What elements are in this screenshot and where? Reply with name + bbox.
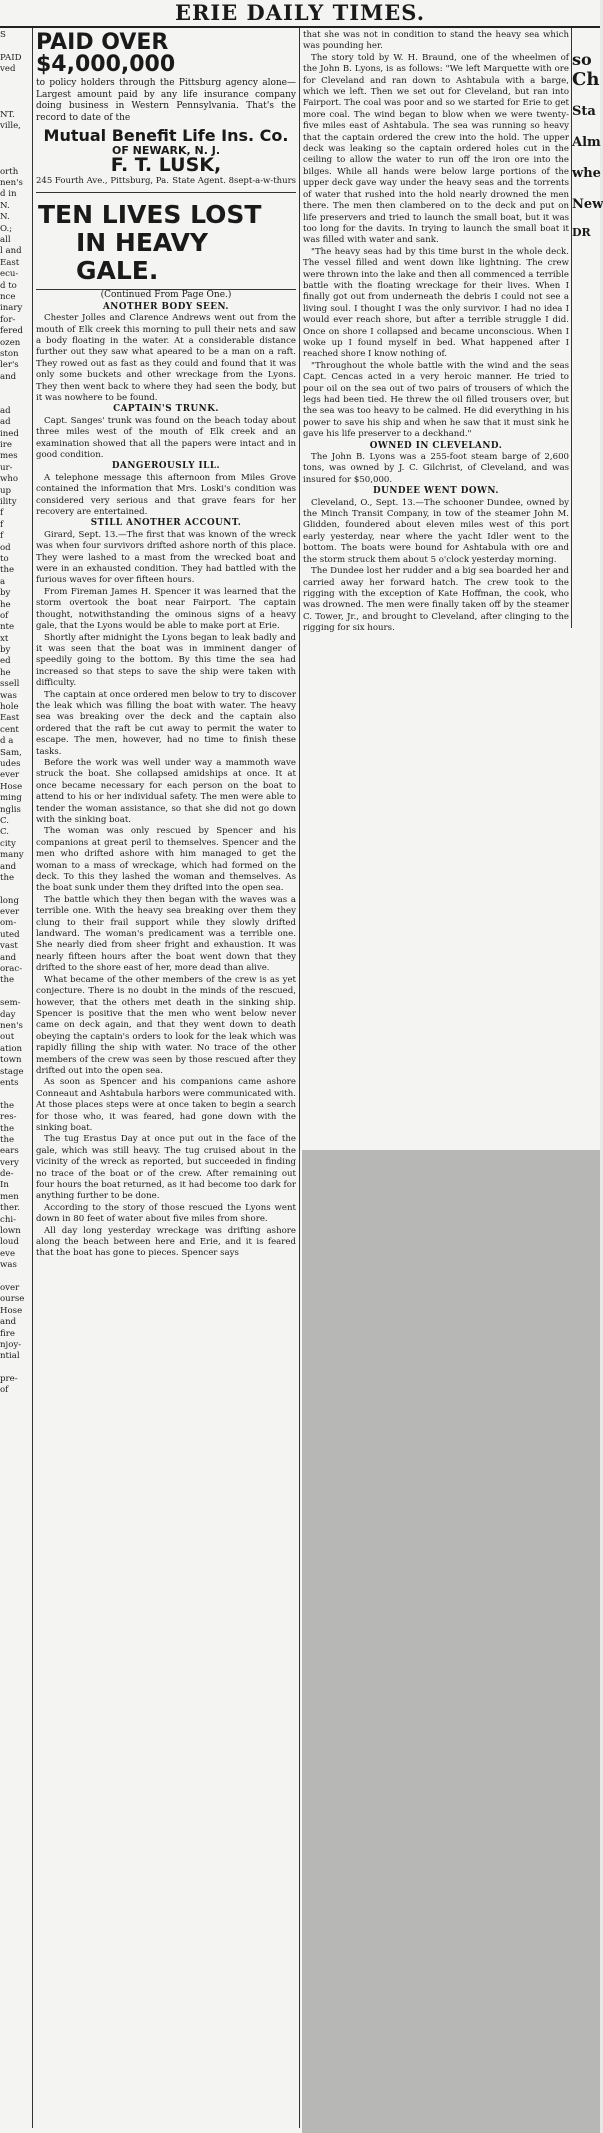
subheading: DUNDEE WENT DOWN. bbox=[373, 486, 499, 497]
fragment-line: the bbox=[0, 975, 15, 986]
fragment-line: nen's bbox=[0, 1020, 23, 1031]
fragment-line: O.; bbox=[0, 223, 13, 234]
subheading: ANOTHER BODY SEEN. bbox=[102, 301, 229, 312]
fragment-line: njoy- bbox=[0, 1339, 22, 1350]
fragment-line: hole bbox=[0, 702, 19, 713]
fragment-line: the bbox=[0, 1123, 15, 1134]
paragraph: The captain at once ordered men below to try to discover the leak which was filling the boat with water. The heavy sea was breaking over the deck and the captain also ordered that the raft be cut away to permit the water to escape. The men, however, had no time to finish these tasks. bbox=[36, 689, 296, 757]
fragment-line: so bbox=[572, 50, 592, 69]
fragment-line: very bbox=[0, 1157, 19, 1168]
fragment-line: the bbox=[0, 1100, 15, 1111]
fragment-line: all bbox=[0, 235, 11, 246]
fragment-line: N. bbox=[0, 200, 10, 211]
paragraph: A telephone message this afternoon from Miles Grove contained the information that Mrs. Loski's condition was considered very serious and that grave fears for her recovery are entertained. bbox=[36, 472, 296, 518]
ad-address: 245 Fourth Ave., Pittsburg, Pa. bbox=[36, 175, 169, 186]
fragment-line: mes bbox=[0, 451, 18, 462]
fragment-line bbox=[0, 884, 30, 895]
ad-agent-name: F. T. LUSK, bbox=[110, 154, 222, 177]
fragment-line bbox=[0, 76, 30, 87]
column-rule bbox=[32, 28, 33, 2128]
paragraph: The battle which they then began with the waves was a terrible one. With the heavy sea breaking over them they clung to their frail support while they slowly drifted landward. The woman's predicament was a terrible one. She nearly died from sheer fright and exhaustion. It was nearly fifteen hours after the boat went down that they drifted to the shore east of her, more dead than alive. bbox=[36, 894, 296, 974]
fragment-line bbox=[0, 395, 30, 406]
fragment-line: ever bbox=[0, 907, 20, 918]
fragment-line bbox=[0, 98, 30, 109]
fragment-line: nglis bbox=[0, 804, 21, 815]
fragment-line: who bbox=[0, 474, 19, 485]
fragment-line bbox=[0, 133, 30, 144]
fragment-line bbox=[0, 155, 30, 166]
fragment-line: Alm bbox=[572, 135, 601, 150]
fragment-line: ston bbox=[0, 348, 19, 359]
fragment-line: ears bbox=[0, 1146, 19, 1157]
fragment-line: PAID bbox=[0, 52, 22, 63]
fragment-line: many bbox=[0, 850, 24, 861]
fragment-line: Sta bbox=[572, 104, 596, 119]
fragment-line: of bbox=[0, 610, 9, 621]
fragment-line: and bbox=[0, 1317, 17, 1328]
fragment-line: f bbox=[0, 531, 4, 542]
fragment-line: East bbox=[0, 713, 20, 724]
fragment-line bbox=[0, 87, 30, 98]
fragment-line bbox=[0, 144, 30, 155]
fragment-line: Hose bbox=[0, 781, 23, 792]
fragment-line: uted bbox=[0, 929, 20, 940]
fragment-line: men bbox=[0, 1191, 19, 1202]
fragment-line: East bbox=[0, 257, 20, 268]
paragraph: As soon as Spencer and his companions came ashore Conneaut and Ashtabula harbors were communicated with. At those places steps were at once taken to begin a search for those who, it was feared, had gone down with the sinking boat. bbox=[36, 1077, 296, 1133]
fragment-line: ur- bbox=[0, 462, 13, 473]
fragment-line: ntial bbox=[0, 1351, 20, 1362]
fragment-line: ents bbox=[0, 1077, 19, 1088]
fragment-line: he bbox=[0, 599, 11, 610]
fragment-line: In bbox=[0, 1180, 9, 1191]
fragment-line: NT. bbox=[0, 109, 15, 120]
fragment-line: l and bbox=[0, 246, 22, 257]
fragment-line: the bbox=[0, 565, 15, 576]
continued-notice: (Continued From Page One.) bbox=[100, 290, 232, 301]
fragment-line: ler's bbox=[0, 360, 19, 371]
fragment-line: Sam, bbox=[0, 747, 22, 758]
fragment-line: d in bbox=[0, 189, 17, 200]
ad-lead-text: to policy holders through the Pittsburg agency alone— Largest amount paid by any life insurance company doing business in Western Pennsylvania. That's the record to date of the bbox=[36, 78, 296, 123]
fragment-line: DR bbox=[572, 226, 591, 239]
fragment-line: ire bbox=[0, 440, 12, 451]
fragment-line: ther. bbox=[0, 1203, 20, 1214]
fragment-line: orac- bbox=[0, 964, 23, 975]
ad-company-name: Mutual Benefit Life Ins. Co. bbox=[43, 126, 289, 145]
fragment-line: fire bbox=[0, 1328, 15, 1339]
paragraph: The woman was only rescued by Spencer and his companions at great peril to themselves. Spencer and the men who drifted ashore with him managed to get the woman to a mass of wreckage, which had formed on the deck. To this they lashed the woman and themselves. As the boat sunk under them they drifted into the open sea. bbox=[36, 826, 296, 894]
fragment-line: New bbox=[572, 197, 603, 212]
fragment-line bbox=[0, 41, 30, 52]
paragraph: that she was not in condition to stand the heavy sea which was pounding her. bbox=[303, 30, 569, 52]
fragment-line bbox=[0, 987, 30, 998]
paragraph: "Throughout the whole battle with the wind and the seas Capt. Cencas acted in a very heroic manner. He tried to pour oil on the sea out of two pairs of trousers of which the legs had been tied. He threw the oil filled trousers over, but the sea was too heavy to be calmed. He did everything in his power to save his ship and when he saw that it must sink he gave his life preserver to a deckhand." bbox=[303, 360, 569, 440]
ad-company-city: OF NEWARK, N. J. bbox=[111, 144, 221, 157]
fragment-line: ssell bbox=[0, 679, 20, 690]
fragment-line: and bbox=[0, 861, 17, 872]
paragraph: Shortly after midnight the Lyons began to leak badly and it was seen that the boat was in imminent danger of speedily going to the bottom. By this time the sea had increased so that steps to save the ship were taken with difficulty. bbox=[36, 632, 296, 689]
fragment-line: udes bbox=[0, 759, 21, 769]
fragment-line: ad bbox=[0, 405, 11, 416]
fragment-line: nen's bbox=[0, 178, 23, 189]
fragment-line: whe bbox=[572, 166, 601, 181]
article-headline: TEN LIVES LOST IN HEAVY GALE. bbox=[36, 193, 296, 290]
fragment-line: by bbox=[0, 588, 11, 599]
fragment-line: a bbox=[0, 576, 6, 587]
subheading: DANGEROUSLY ILL. bbox=[111, 461, 221, 472]
blank-scan-area bbox=[302, 1150, 600, 2133]
fragment-line: the bbox=[0, 1134, 15, 1145]
fragment-line: of bbox=[0, 1385, 9, 1396]
fragment-line: stage bbox=[0, 1066, 24, 1077]
article-body-main bbox=[36, 302, 296, 1260]
column-rule bbox=[299, 28, 300, 2128]
fragment-line: cent bbox=[0, 724, 19, 735]
fragment-line: ecu- bbox=[0, 269, 19, 280]
fragment-line: the bbox=[0, 872, 15, 883]
fragment-line: om- bbox=[0, 918, 17, 929]
fragment-line: he bbox=[0, 667, 11, 678]
paragraph: Capt. Sanges' trunk was found on the beach today about three miles west of the mouth of Elk creek and an examination showed that all the papers were intact and in good condition. bbox=[36, 415, 296, 460]
fragment-line: xt bbox=[0, 633, 9, 644]
paragraph: The story told by W. H. Braund, one of the wheelmen of the John B. Lyons, is as follows: "We left Marquette with ore for Cleveland and ran down to Ashtabula with a barge, which we left. Then we set out for Cleveland, but ran into Fairport. The coal was poor and so we started for Erie to get more coal. The wind began to blow when we were twenty-five miles east of Ashtabula. The sea was running so heavy that the captain ordered the crew into the hold. The upper deck was leaking so the captain ordered holes cut in the ceiling to allow the water to run off the iron ore into the bilges. While all hands were below large portions of the upper deck gave way under the heavy seas and the torrents of water that rushed into the hold nearly drowned the men there. The men then clambered on to the deck and put on life preservers and tried to launch the small boat, but it was too long for the davits. In trying to launch the small boat it was filled with water and sank. bbox=[303, 52, 569, 246]
paragraph: From Fireman James H. Spencer it was learned that the storm overtook the boat near Fairport. The captain thought, notwithstanding the ominous signs of a heavy gale, that the Lyons would be able to make port at Erie. bbox=[36, 586, 296, 632]
left-column-fragment bbox=[0, 30, 30, 1397]
fragment-line: ved bbox=[0, 64, 16, 75]
fragment-line: chi- bbox=[0, 1214, 16, 1225]
fragment-line: fered bbox=[0, 326, 23, 337]
fragment-line: C. bbox=[0, 827, 10, 838]
fragment-line: up bbox=[0, 485, 12, 496]
article-column-main bbox=[36, 30, 296, 2130]
fragment-line: over bbox=[0, 1282, 20, 1293]
fragment-line bbox=[0, 1089, 30, 1100]
fragment-line: for- bbox=[0, 314, 16, 325]
fragment-line: ozen bbox=[0, 337, 21, 348]
fragment-line: Hose bbox=[0, 1305, 23, 1316]
fragment-line: sem- bbox=[0, 998, 21, 1009]
paragraph: Girard, Sept. 13.—The first that was known of the wreck was when four survivors drifted ashore north of this place. They were lashed to a mast from the wrecked boat and were in an exhausted condition. They had battled with the furious waves for over fifteen hours. bbox=[36, 529, 296, 586]
paragraph: The Dundee lost her rudder and a big sea boarded her and carried away her forward hatch. The crew took to the rigging with the exception of Kate Hoffman, the cook, who was drowned. The men were finally taken off by the steamer C. Tower, Jr., and brought to Cleveland, after clinging to the rigging for six hours. bbox=[303, 566, 569, 634]
fragment-line: f bbox=[0, 519, 4, 530]
fragment-line: city bbox=[0, 838, 16, 849]
fragment-line: was bbox=[0, 690, 17, 701]
fragment-line: ming bbox=[0, 793, 22, 804]
fragment-line: eve bbox=[0, 1248, 16, 1259]
fragment-line: nte bbox=[0, 622, 15, 633]
fragment-line: was bbox=[0, 1260, 17, 1271]
fragment-line: inary bbox=[0, 303, 23, 314]
ad-address-row bbox=[36, 176, 296, 187]
fragment-line: lown bbox=[0, 1226, 21, 1237]
fragment-line: ville, bbox=[0, 121, 21, 132]
fragment-line: long bbox=[0, 895, 19, 906]
fragment-line: Ch bbox=[572, 69, 600, 90]
fragment-line: f bbox=[0, 508, 4, 519]
fragment-line: and bbox=[0, 952, 17, 963]
subheading: CAPTAIN'S TRUNK. bbox=[113, 404, 219, 415]
fragment-line: ever bbox=[0, 770, 20, 781]
fragment-line: ed bbox=[0, 656, 11, 667]
paragraph: Cleveland, O., Sept. 13.—The schooner Dundee, owned by the Minch Transit Company, in tow of the steamer John M. Glidden, foundered about eleven miles west of this port early yesterday, near where the yacht Idler went to the bottom. The boats were bound for Ashtabula with ore and the storm struck them about 5 o'clock yesterday morning. bbox=[303, 497, 569, 565]
fragment-line: nce bbox=[0, 291, 16, 302]
article-column-continued bbox=[303, 30, 569, 1148]
fragment-line bbox=[0, 1363, 30, 1374]
fragment-line: ad bbox=[0, 417, 11, 428]
fragment-line: ourse bbox=[0, 1294, 25, 1305]
fragment-line: town bbox=[0, 1055, 22, 1066]
fragment-line: res- bbox=[0, 1112, 17, 1123]
subheading: OWNED IN CLEVELAND. bbox=[369, 440, 503, 451]
fragment-line: d a bbox=[0, 736, 14, 747]
paragraph: Before the work was well under way a mammoth wave struck the boat. She collapsed amidships at once. It at once became necessary for each person on the boat to attend to his or her individual safety. The men were able to tender the woman assistance, so that she did not go down with the sinking boat. bbox=[36, 757, 296, 825]
ad-headline: PAID OVER $4,000,000 bbox=[36, 30, 176, 77]
paragraph: According to the story of those rescued the Lyons went down in 80 feet of water about five miles from shore. bbox=[36, 1202, 296, 1225]
insurance-advertisement bbox=[36, 30, 296, 193]
paragraph: The tug Erastus Day at once put out in the face of the gale, which was still heavy. The tug cruised about in the vicinity of the wreck as reported, but succeeded in finding no trace of the boat or of the crew. After remaining out four hours the boat returned, as it had become too dark for anything further to be done. bbox=[36, 1134, 296, 1202]
fragment-line: day bbox=[0, 1009, 16, 1020]
fragment-line: od bbox=[0, 542, 11, 553]
paragraph: All day long yesterday wreckage was drifting ashore along the beach between here and Erie, and it is feared that the boat has gone to pieces. Spencer says bbox=[36, 1225, 296, 1259]
fragment-line: and bbox=[0, 371, 17, 382]
fragment-line: by bbox=[0, 645, 11, 656]
fragment-line: orth bbox=[0, 166, 19, 177]
paragraph: Chester Jolles and Clarence Andrews went out from the mouth of Elk creek this morning to pull their nets and saw a body floating in the water. At a considerable distance further out they saw what apeared to be a man on a raft. They rowed out as fast as they could and found that it was only some buckets and other wreckage from the Lyons. They then went back to where they had seen the body, but it was nowhere to be found. bbox=[36, 313, 296, 403]
fragment-line: ility bbox=[0, 497, 17, 508]
fragment-line: out bbox=[0, 1032, 15, 1043]
right-column-fragment bbox=[572, 30, 603, 239]
fragment-line: to bbox=[0, 553, 9, 564]
fragment-line: de- bbox=[0, 1169, 14, 1180]
paragraph: What became of the other members of the crew is as yet conjecture. There is no doubt in the minds of the rescued, however, that the others met death in the sinking ship. Spencer is positive that the men who went below never came on deck again, and that they went down to death obeying the captain's orders to look for the leak which was rapidly filling the ship with water. No trace of the other members of the crew was seen by those rescued after they drifted out into the open sea. bbox=[36, 974, 296, 1076]
fragment-line: pre- bbox=[0, 1374, 18, 1385]
fragment-line: C. bbox=[0, 815, 10, 826]
paragraph: The John B. Lyons was a 255-foot steam barge of 2,600 tons, was owned by J. C. Gilchrist, of Cleveland, and was insured for $50,000. bbox=[303, 452, 569, 485]
fragment-line: N. bbox=[0, 212, 10, 223]
fragment-line bbox=[0, 383, 30, 394]
fragment-line: S bbox=[0, 30, 6, 40]
fragment-line: loud bbox=[0, 1237, 19, 1248]
ad-agent-title: State Agent. 8sept-a-w-thurs bbox=[172, 175, 296, 186]
fragment-line bbox=[0, 1272, 30, 1283]
masthead: ERIE DAILY TIMES. bbox=[0, 0, 600, 28]
fragment-line: ined bbox=[0, 428, 19, 439]
paragraph: "The heavy seas had by this time burst in the whole deck. The vessel filled and went down like lightning. The crew were thrown into the lake and then all commenced a terrible battle with the floating wreckage for their lives. When I finally got out from underneath the debris I could not see a living soul. I thought I was the only survivor. I had no idea I would ever reach shore, but after a terrible struggle I did. Once on shore I collapsed and became unconscious. When I woke up I found myself in bed. What happened after I reached shore I know nothing of. bbox=[303, 246, 569, 360]
fragment-line: ation bbox=[0, 1043, 23, 1054]
fragment-line: d to bbox=[0, 280, 17, 291]
subheading: STILL ANOTHER ACCOUNT. bbox=[90, 518, 242, 529]
fragment-line: vast bbox=[0, 941, 18, 952]
